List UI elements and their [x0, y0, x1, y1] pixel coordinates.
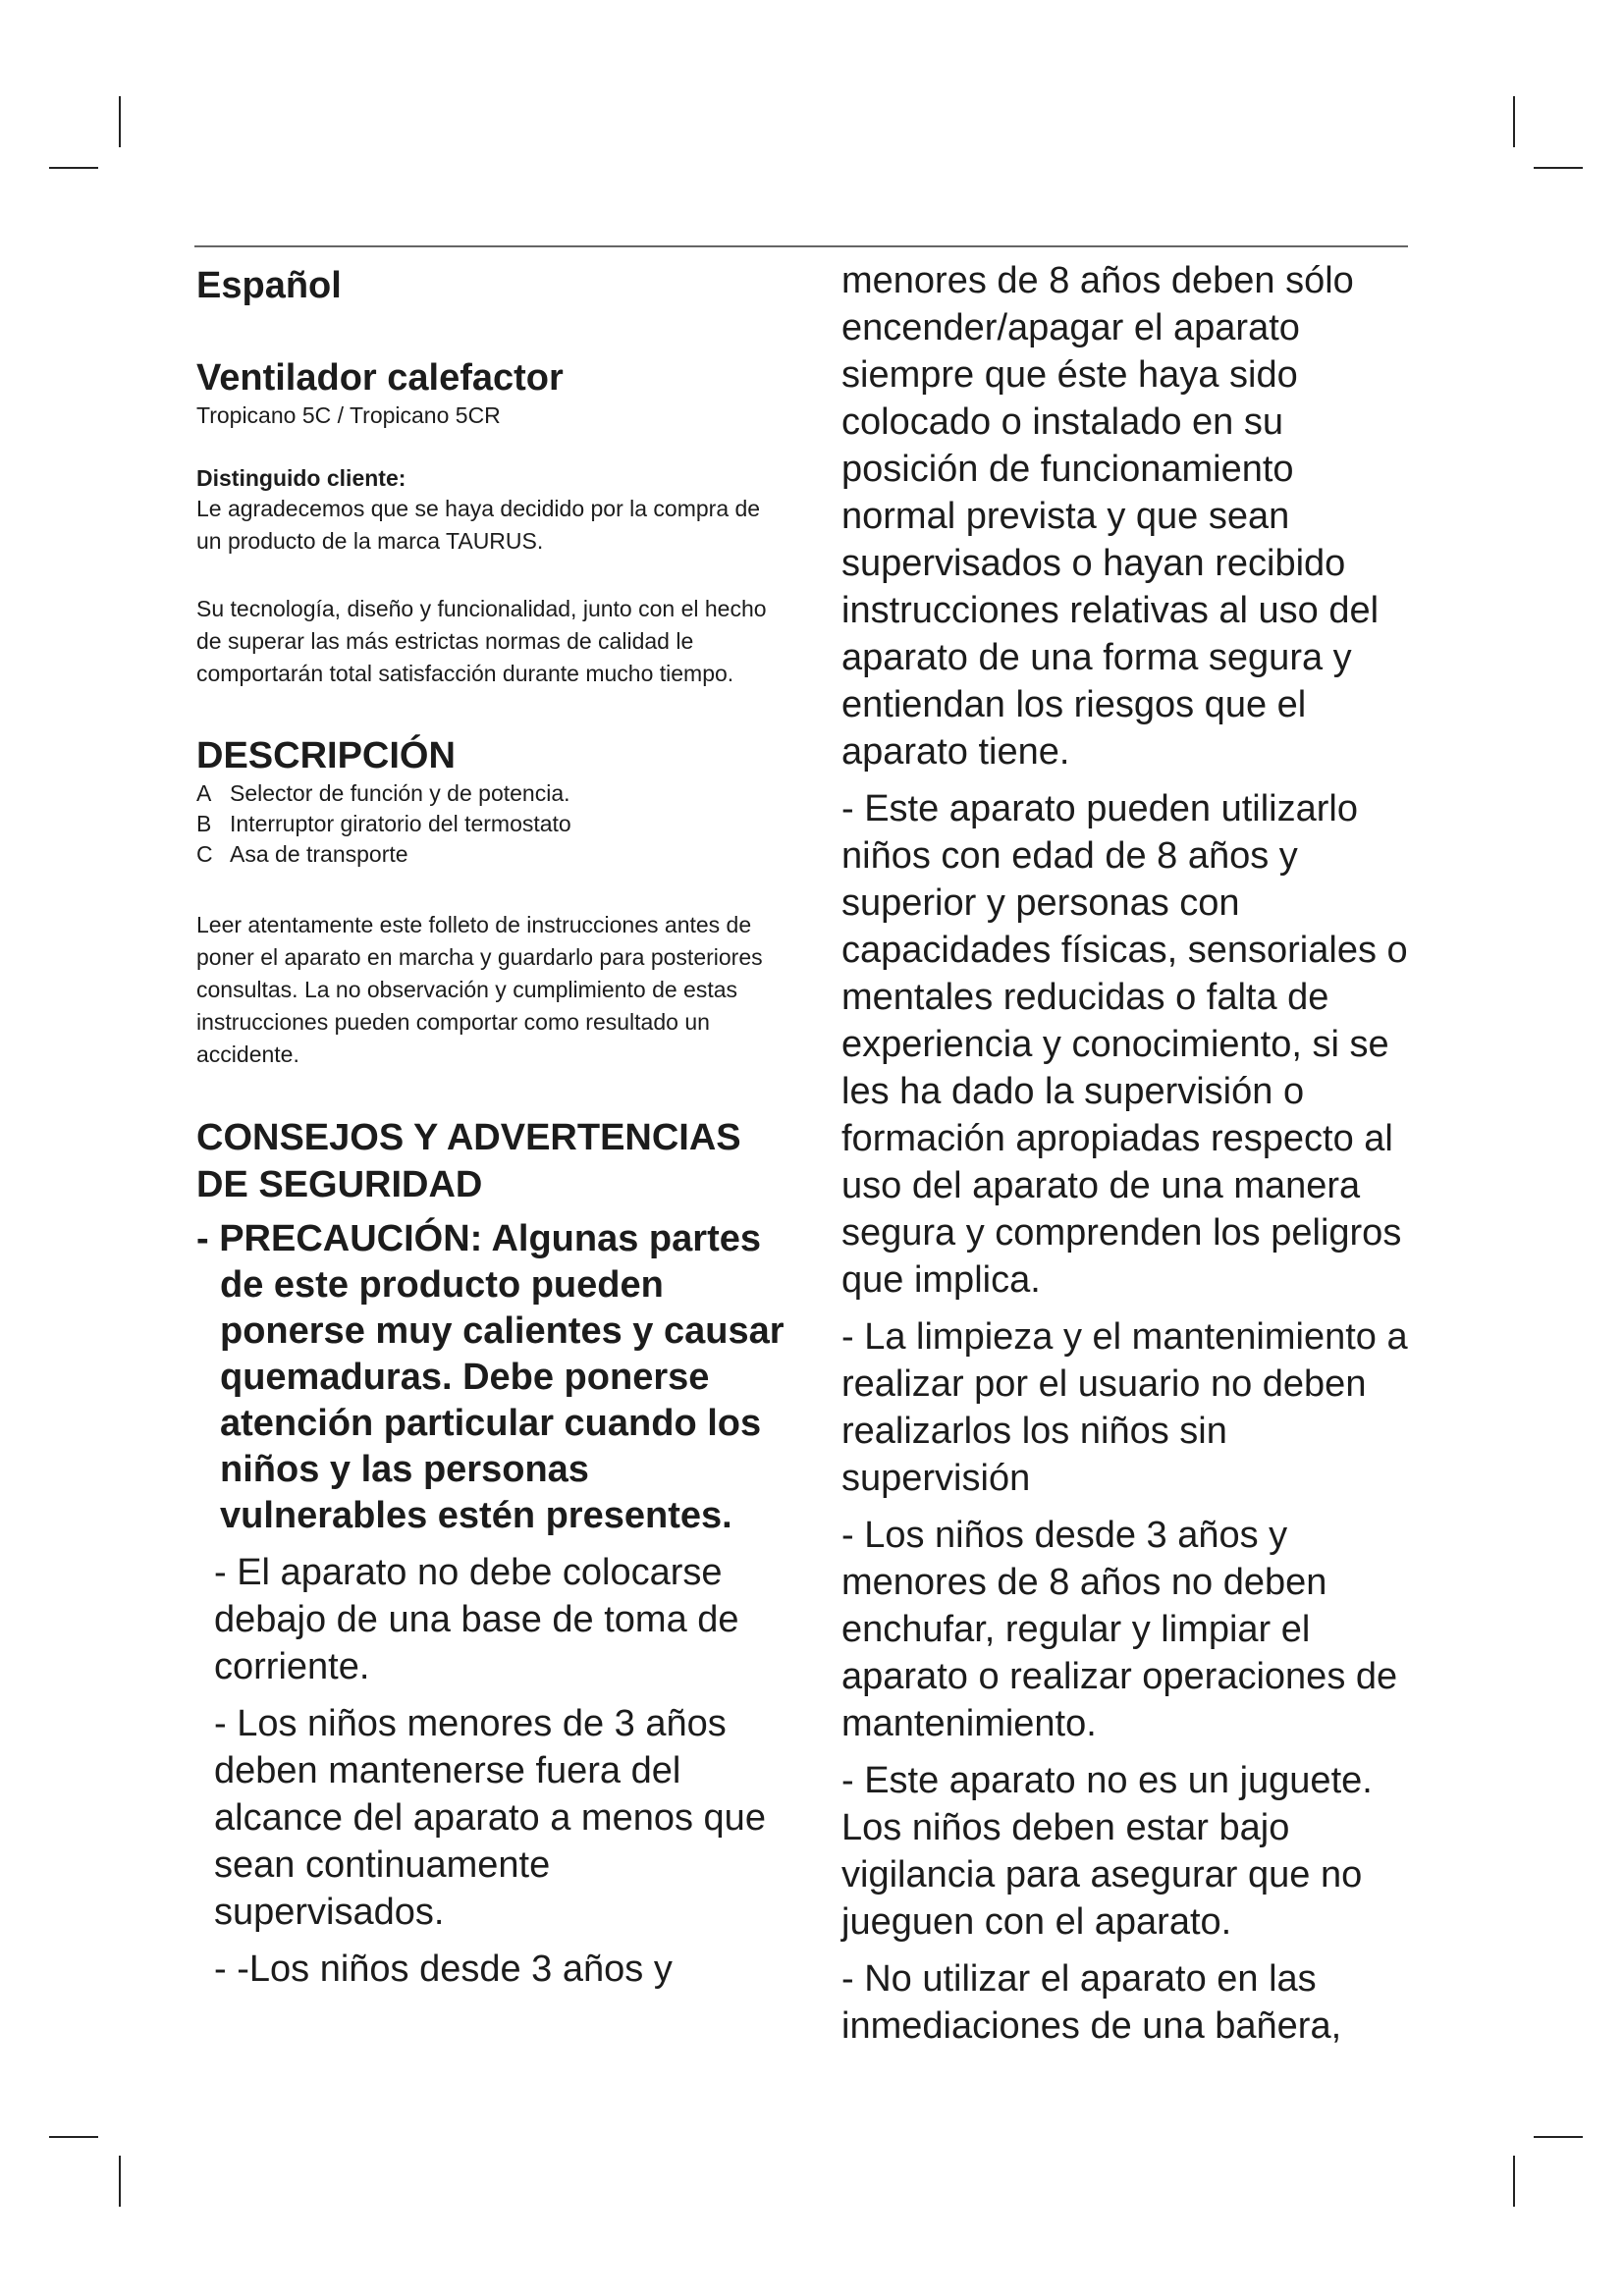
description-item: C Asa de transporte — [196, 841, 408, 867]
safety-item: - Este aparato no es un juguete. Los niños deben estar bajo vigilancia para asegurar que no jueguen con el aparato. — [841, 1760, 1373, 1943]
description-heading: DESCRIPCIÓN — [196, 735, 456, 776]
crop-mark — [119, 2156, 121, 2207]
header-rule — [194, 245, 1408, 247]
crop-mark — [1513, 2156, 1515, 2207]
read-instructions-note: Leer atentamente este folleto de instrucciones antes de poner el aparato en marcha y guardarlo para posteriores consultas. La no observación y cumplimiento de estas instrucciones pueden comportar como resultado un accidente. — [196, 912, 763, 1067]
safety-heading: CONSEJOS Y ADVERTENCIAS DE SEGURIDAD — [196, 1117, 741, 1205]
safety-item: - El aparato no debe colocarse debajo de una base de toma de corriente. — [214, 1552, 739, 1687]
safety-item: - Los niños desde 3 años y menores de 8 años no deben enchufar, regular y limpiar el aparato o realizar operaciones de mantenimiento. — [841, 1515, 1398, 1744]
product-title: Ventilador calefactor — [196, 357, 564, 399]
safety-item: - No utilizar el aparato en las inmediaciones de una bañera, — [841, 1958, 1342, 2047]
safety-item: - Los niños menores de 3 años deben mantenerse fuera del alcance del aparato a menos que sean continuamente supervisados. — [214, 1703, 766, 1933]
crop-mark — [1534, 2136, 1583, 2138]
left-column — [196, 257, 785, 1993]
caution-warning: - PRECAUCIÓN: Algunas partes de este producto pueden ponerse muy calientes y causar quemaduras. Debe ponerse atención particular cuando los niños y las personas vulnerables estén presentes. — [196, 1218, 785, 1536]
language-heading: Español — [196, 265, 342, 306]
technology-paragraph: Su tecnología, diseño y funcionalidad, junto con el hecho de superar las más estrictas normas de calidad le comportarán total satisfacción durante mucho tiempo. — [196, 596, 767, 686]
greeting: Distinguido cliente: — [196, 465, 406, 491]
description-item: B Interruptor giratorio del termostato — [196, 811, 571, 836]
safety-item: - -Los niños desde 3 años y — [214, 1949, 673, 1990]
safety-continuation: menores de 8 años deben sólo encender/apagar el aparato siempre que éste haya sido colocado o instalado en su posición de funcionamiento normal prevista y que sean supervisados o hayan recibido instrucciones relativas al uso del aparato de una forma segura y entiendan los riesgos que el aparato tiene. — [841, 260, 1380, 773]
description-list — [196, 778, 785, 870]
right-column — [841, 257, 1411, 2050]
model-name: Tropicano 5C / Tropicano 5CR — [196, 402, 501, 428]
crop-mark — [1513, 96, 1515, 147]
crop-mark — [49, 167, 98, 169]
description-item: A Selector de función y de potencia. — [196, 780, 570, 806]
crop-mark — [119, 96, 121, 147]
thanks-paragraph: Le agradecemos que se haya decidido por la compra de un producto de la marca TAURUS. — [196, 496, 761, 554]
safety-item: - La limpieza y el mantenimiento a realizar por el usuario no deben realizarlos los niños sin supervisión — [841, 1316, 1408, 1499]
crop-mark — [49, 2136, 98, 2138]
safety-item: - Este aparato pueden utilizarlo niños con edad de 8 años y superior y personas con capacidades físicas, sensoriales o mentales reducidas o falta de experiencia y conocimiento, si se les ha dado la supervisión o formación apropiadas respecto al uso del aparato de una manera segura y comprenden los peligros que implica. — [841, 788, 1408, 1301]
crop-mark — [1534, 167, 1583, 169]
